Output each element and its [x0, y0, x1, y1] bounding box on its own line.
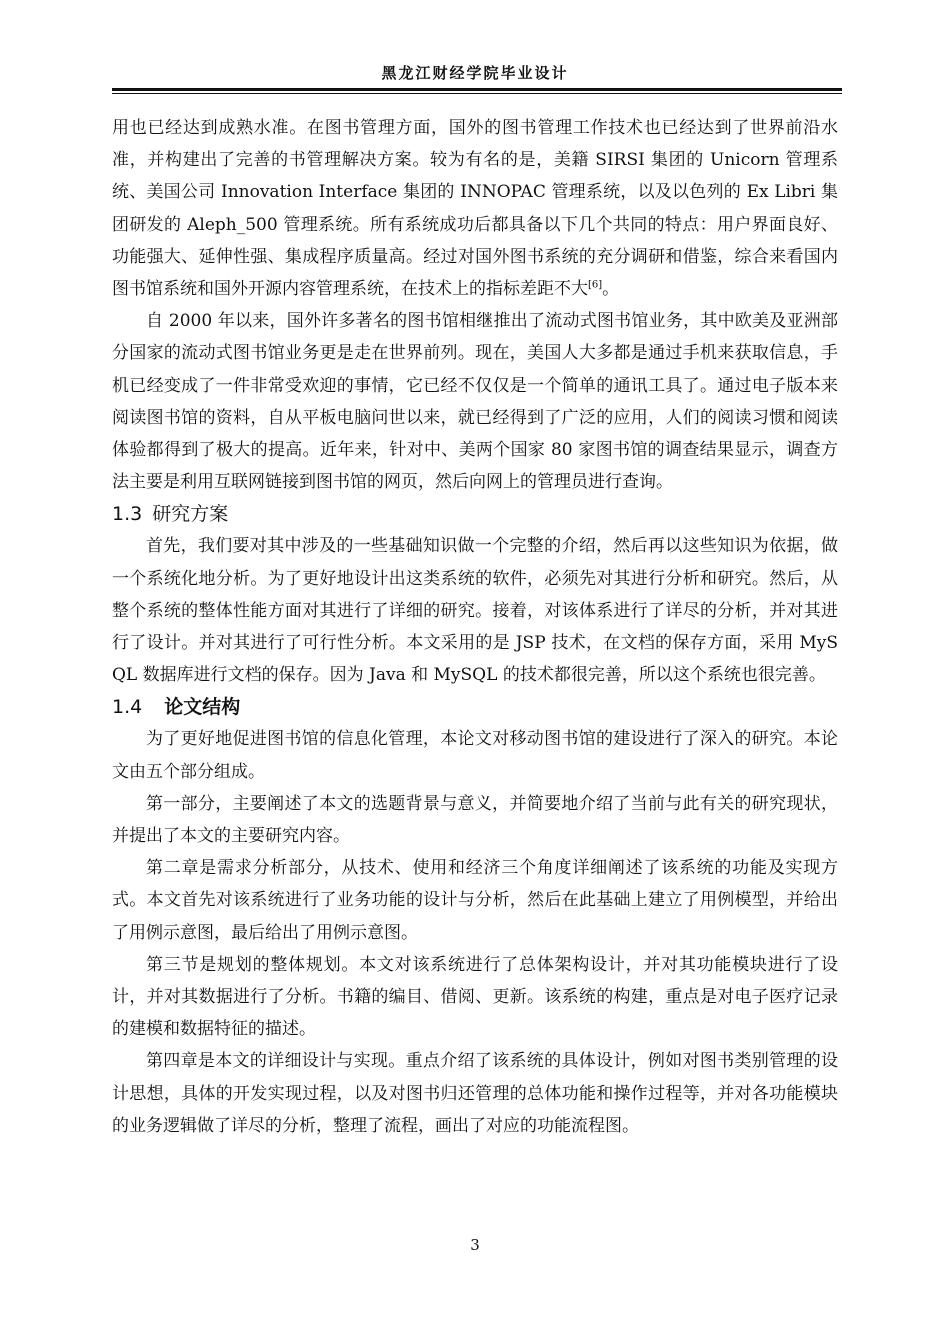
page-number: 3 [470, 1236, 480, 1254]
paragraph-research-plan: 首先，我们要对其中涉及的一些基础知识做一个完整的介绍，然后再以这些知识为依据，做一个系统化地分析。为了更好地设计出这类系统的软件，必须先对其进行分析和研究。然后，从整个系统的整体性能方面对其进行了详细的研究。接着，对该体系进行了详尽的分析，并对其进行了设计。并对其进行了可行性分析。本文采用的是 JSP 技术，在文档的保存方面，采用 MySQL 数据库进行文档的保存。因为 Java 和 MySQL 的技术都很完善，所以这个系统也很完善。 [112, 536, 838, 686]
document-body [112, 112, 838, 1142]
paragraph-structure-intro: 为了更好地促进图书馆的信息化管理，本论文对移动图书馆的建设进行了深入的研究。本论文由五个部分组成。 [112, 729, 838, 782]
citation-reference: [6] [588, 279, 603, 291]
section-title: 研究方案 [152, 503, 229, 526]
header-rule-thin [112, 93, 842, 94]
paragraph-chapter-three: 第三节是规划的整体规划。本文对该系统进行了总体架构设计，并对其功能模块进行了设计，并对其数据进行了分析。书籍的编目、借阅、更新。该系统的构建，重点是对电子医疗记录的建模和数据特征的描述。 [112, 954, 838, 1040]
header-rule-thick [112, 88, 842, 91]
section-title: 论文结构 [164, 696, 241, 719]
paragraph-chapter-four: 第四章是本文的详细设计与实现。重点介绍了该系统的具体设计，例如对图书类别管理的设计思想，具体的开发实现过程，以及对图书归还管理的总体功能和操作过程等，并对各功能模块的业务逻辑做了详尽的分析，整理了流程，画出了对应的功能流程图。 [112, 1051, 838, 1136]
paragraph-mobile-library-trend: 自 2000 年以来，国外许多著名的图书馆相继推出了流动式图书馆业务，其中欧美及亚洲部分国家的流动式图书馆业务更是走在世界前列。现在，美国人大多都是通过手机来获取信息，手机已经变成了一件非常受欢迎的事情，它已经不仅仅是一个简单的通讯工具了。通过电子版本来阅读图书馆的资料，自从平板电脑问世以来，就已经得到了广泛的应用，人们的阅读习惯和阅读体验都得到了极大的提高。近年来，针对中、美两个国家 80 家图书馆的调查结果显示，调查方法主要是利用互联网链接到图书馆的网页，然后向网上的管理员进行查询。 [112, 311, 838, 493]
paragraph-chapter-two: 第二章是需求分析部分，从技术、使用和经济三个角度详细阐述了该系统的功能及实现方式。本文首先对该系统进行了业务功能的设计与分析，然后在此基础上建立了用例模型，并给出了用例示意图，最后给出了用例示意图。 [112, 858, 838, 943]
paragraph-part-one: 第一部分，主要阐述了本文的选题背景与意义，并简要地介绍了当前与此有关的研究现状，并提出了本文的主要研究内容。 [112, 793, 838, 847]
paragraph-text: 用也已经达到成熟水准。在图书管理方面，国外的图书管理工作技术也已经达到了世界前沿水准，并构建出了完善的书管理解决方案。较为有名的是，美籍 SIRSI 集团的 Unicorn 管理系统、美国公司 Innovation Interface 集团的 INNOPAC 管理系统，以及以色列的 Ex Libri 集团研发的 Aleph_500 管理系统。所有系统成功后都具备以下几个共同的特点：用户界面良好、功能强大、延伸性强、集成程序质量高。经过对国外图书系统的充分调研和借鉴，综合来看国内图书馆系统和国外开源内容管理系统，在技术上的指标差距不大 [112, 118, 838, 300]
paragraph-end-mark: 。 [602, 279, 620, 300]
paragraph-continued [112, 112, 838, 305]
section-number: 1.4 [112, 696, 143, 719]
section-heading-research-plan [112, 498, 838, 530]
document-header-title: 黑龙江财经学院毕业设计 [381, 64, 569, 82]
section-number: 1.3 [112, 503, 143, 526]
section-heading-thesis-structure [112, 691, 838, 723]
